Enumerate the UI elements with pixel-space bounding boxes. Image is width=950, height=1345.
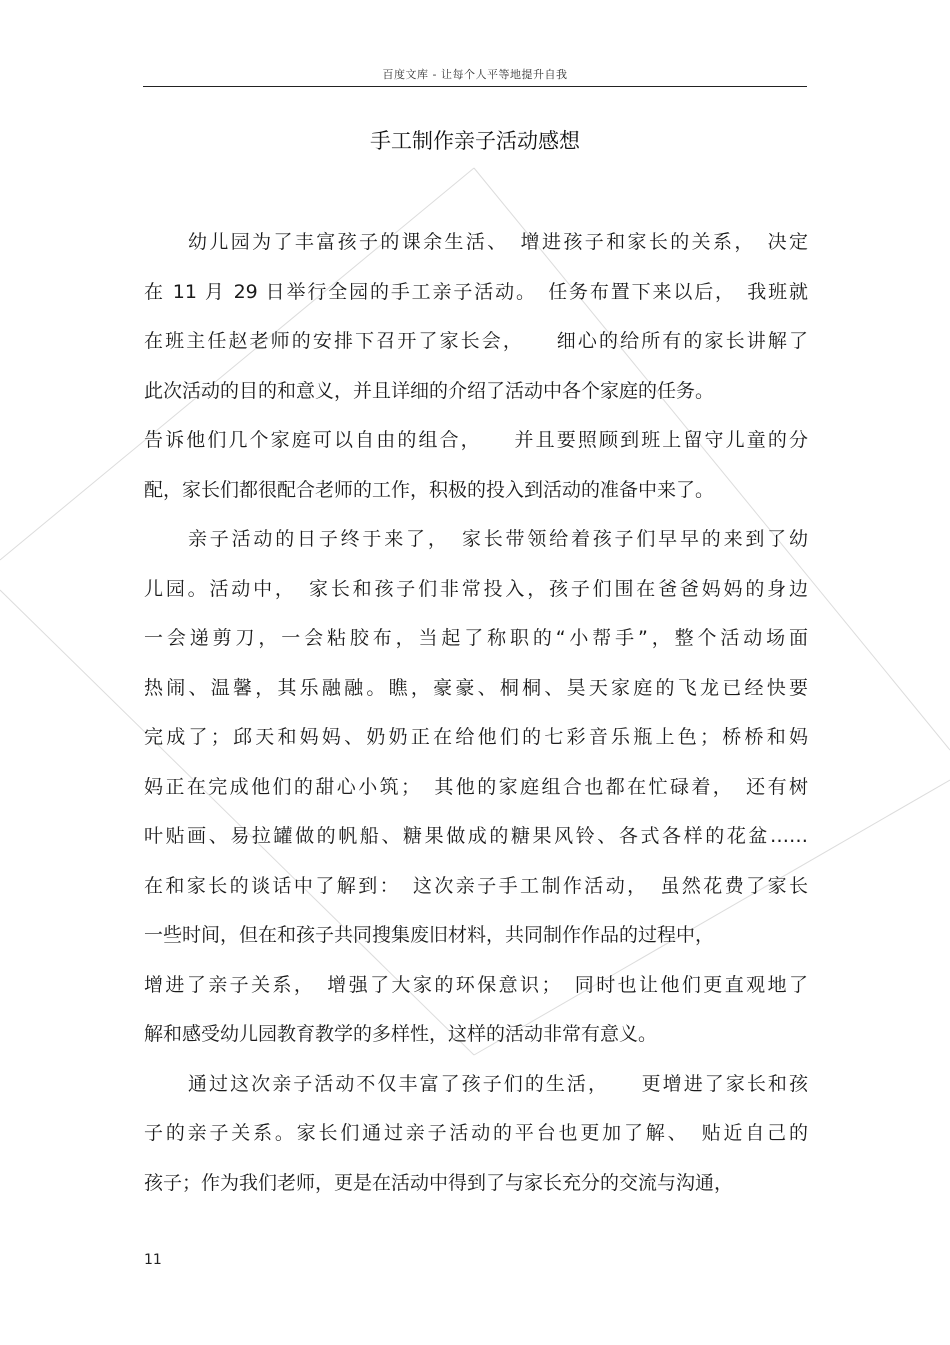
document-title: 手工制作亲子活动感想 [370,129,580,153]
text-line: 在和家长的谈话中了解到： 这次亲子手工制作活动， 虽然花费了家长 [144,874,808,897]
page-number: 11 [144,1252,162,1268]
text-line: 子的亲子关系。家长们通过亲子活动的平台也更加了解、 贴近自己的 [144,1122,808,1144]
text-line: 儿园。活动中， 家长和孩子们非常投入，孩子们围在爸爸妈妈的身边 [144,577,808,600]
text-line: 亲子活动的日子终于来了， 家长带领给着孩子们早早的来到了幼 [188,528,808,550]
text-line: 妈正在完成他们的甜心小筑； 其他的家庭组合也都在忙碌着， 还有树 [144,775,808,798]
text-line: 热闹、温馨，其乐融融。瞧，豪豪、桐桐、昊天家庭的飞龙已经快要 [144,676,808,699]
text-line: 解和感受幼儿园教育教学的多样性，这样的活动非常有意义。 [144,1023,658,1045]
text-line: 完成了；邱天和妈妈、奶奶正在给他们的七彩音乐瓶上色；桥桥和妈 [144,726,808,748]
text-line: 一些时间，但在和孩子共同搜集废旧材料，共同制作作品的过程中， [144,924,715,946]
header-divider [143,86,807,87]
page-header: 百度文库 - 让每个人平等地提升自我 [382,68,568,81]
text-line: 一会递剪刀，一会粘胶布，当起了称职的“小帮手”，整个活动场面 [144,627,808,649]
text-line: 此次活动的目的和意义，并且详细的介绍了活动中各个家庭的任务。 [144,379,715,402]
text-line: 在 11 月 29 日举行全园的手工亲子活动。 任务布置下来以后， 我班就 [144,280,808,303]
text-line: 增进了亲子关系， 增强了大家的环保意识； 同时也让他们更直观地了 [144,973,808,996]
text-line: 孩子；作为我们老师，更是在活动中得到了与家长充分的交流与沟通， [144,1171,734,1194]
text-line: 告诉他们几个家庭可以自由的组合， 并且要照顾到班上留守儿童的分 [144,429,808,451]
text-line: 配，家长们都很配合老师的工作，积极的投入到活动的准备中来了。 [144,478,715,501]
text-line: 叶贴画、易拉罐做的帆船、糖果做成的糖果风铃、各式各样的花盆…… [144,825,808,847]
document-body [144,218,808,1208]
text-line: 幼儿园为了丰富孩子的课余生活、 增进孩子和家长的关系， 决定 [188,231,808,253]
text-line: 在班主任赵老师的安排下召开了家长会， 细心的给所有的家长讲解了 [144,330,808,352]
text-line: 通过这次亲子活动不仅丰富了孩子们的生活， 更增进了家长和孩 [188,1072,808,1095]
